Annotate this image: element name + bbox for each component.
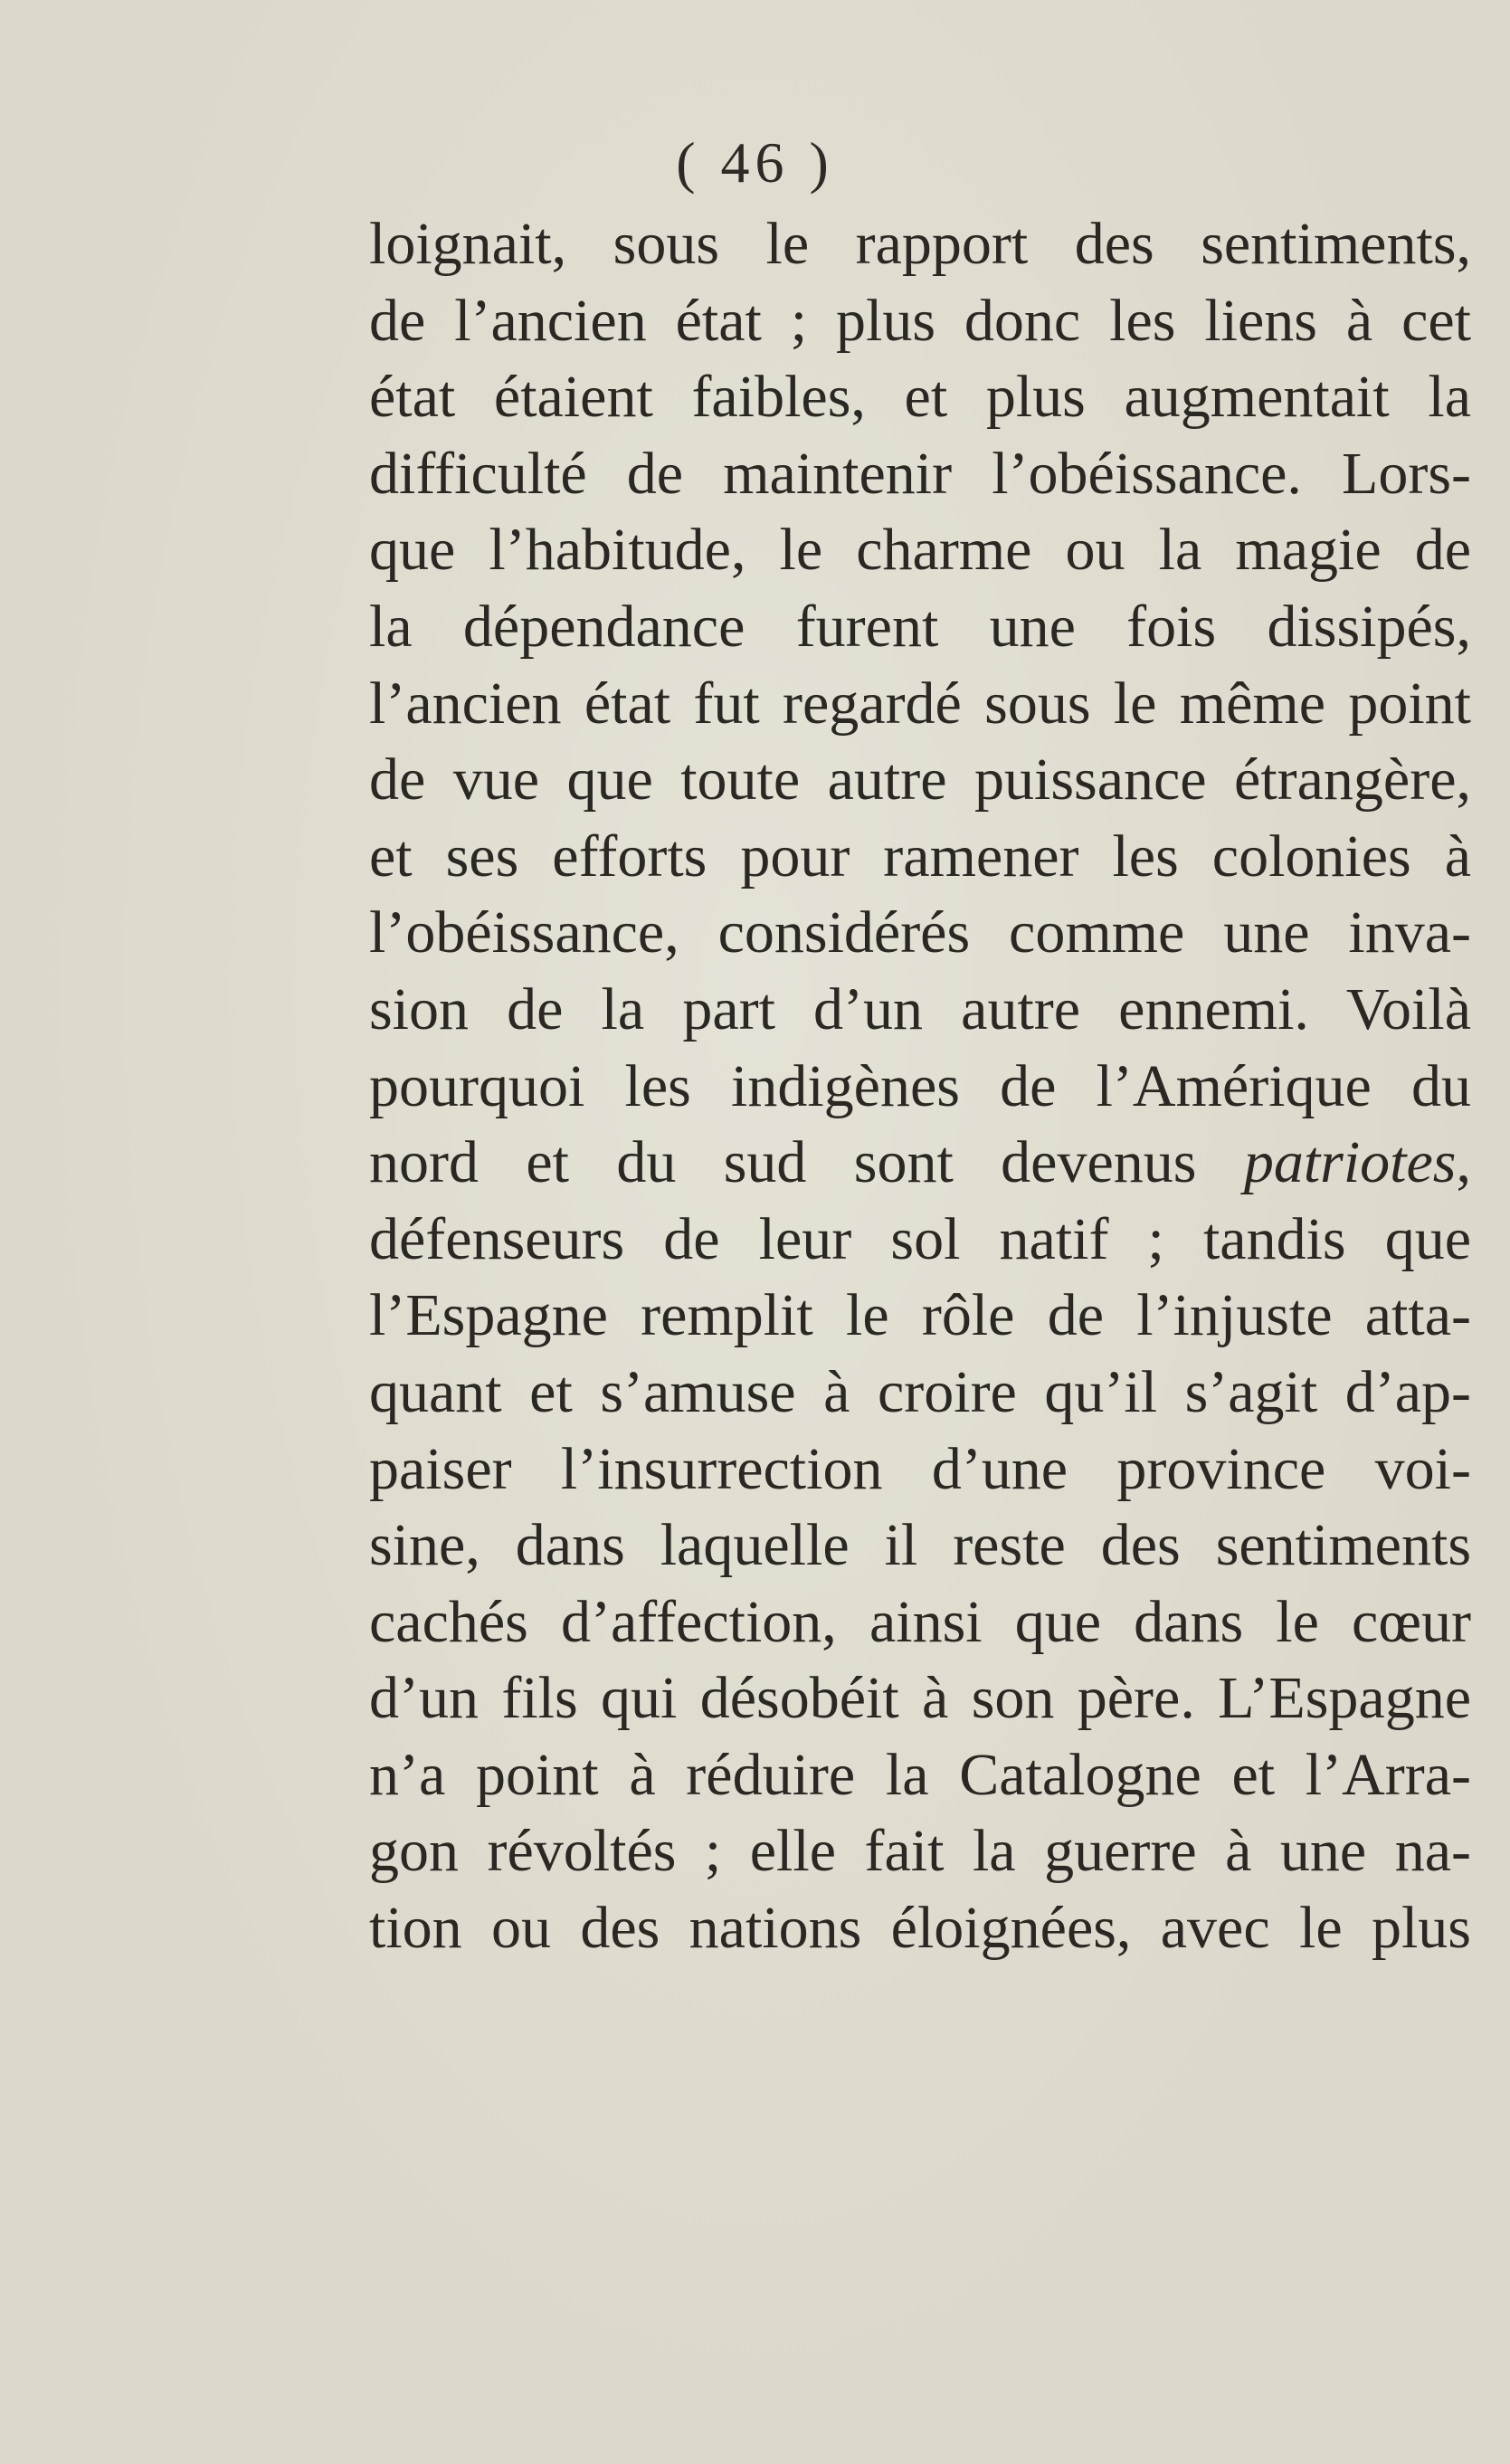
text-line: paiser l’insurrection d’une province voi- (369, 1435, 1471, 1502)
text-line: cachés d’affection, ainsi que dans le cœur (369, 1588, 1471, 1655)
text-line: l’Espagne remplit le rôle de l’injuste atta- (369, 1282, 1471, 1349)
text-line: quant et s’amuse à croire qu’il s’agit d’ap- (369, 1358, 1471, 1425)
text-line-start: nord et du sud sont devenus (369, 1129, 1197, 1196)
page-number: ( 46 ) (676, 130, 834, 195)
text-line: loignait, sous le rapport des sentiments, (369, 211, 1471, 277)
text-line: d’un fils qui désobéit à son père. L’Espagne (369, 1665, 1471, 1732)
text-line-with-italic (369, 1125, 1471, 1202)
text-line: de vue que toute autre puissance étrangère, (369, 747, 1471, 813)
text-line: pourquoi les indigènes de l’Amérique du (369, 1052, 1471, 1119)
text-line: n’a point à réduire la Catalogne et l’Arra- (369, 1741, 1471, 1808)
italic-word: patriotes (1243, 1129, 1457, 1196)
text-line: de l’ancien état ; plus donc les liens à cet (369, 287, 1471, 354)
text-line: gon révoltés ; elle fait la guerre à une na- (369, 1818, 1471, 1885)
text-line: l’obéissance, considérés comme une inva- (369, 899, 1471, 966)
text-line: la dépendance furent une fois dissipés, (369, 593, 1471, 660)
text-line: sine, dans laquelle il reste des sentiments (369, 1512, 1471, 1579)
body-text (369, 206, 1471, 1967)
text-line: que l’habitude, le charme ou la magie de (369, 517, 1471, 584)
text-line: difficulté de maintenir l’obéissance. Lors- (369, 440, 1471, 507)
text-line: sion de la part d’un autre ennemi. Voilà (369, 975, 1471, 1042)
text-line: et ses efforts pour ramener les colonies à (369, 823, 1471, 890)
italic-suffix: , (1456, 1129, 1471, 1196)
text-line: état étaient faibles, et plus augmentait la (369, 364, 1471, 431)
text-line: l’ancien état fut regardé sous le même point (369, 670, 1471, 737)
text-line: tion ou des nations éloignées, avec le plus (369, 1895, 1471, 1962)
text-line: défenseurs de leur sol natif ; tandis que (369, 1205, 1471, 1272)
